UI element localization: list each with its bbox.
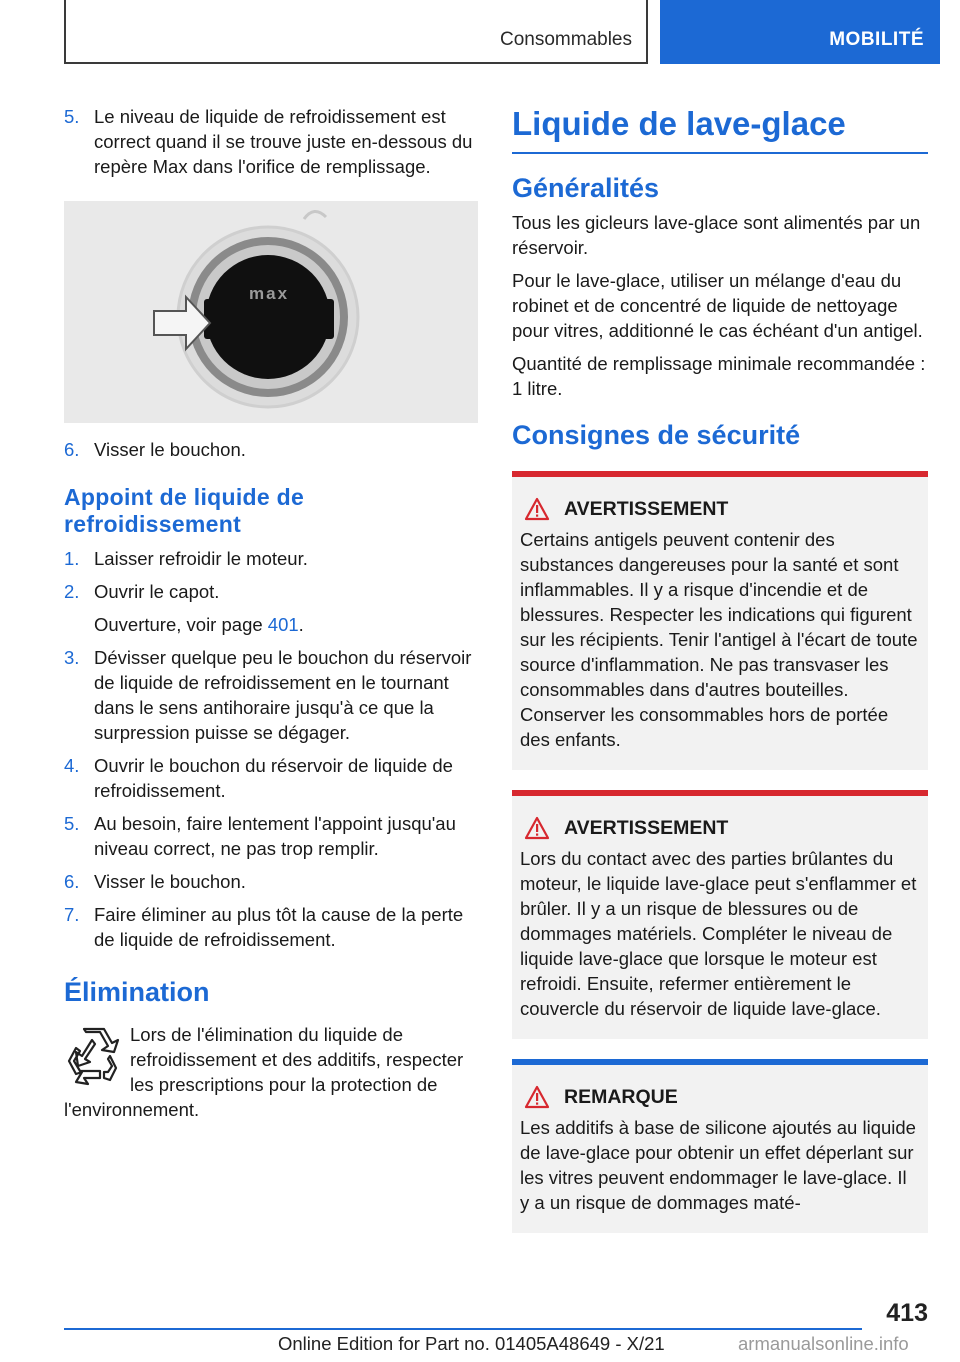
page-number: 413	[886, 1299, 928, 1327]
max-marking: max	[249, 284, 290, 303]
coolant-cap-illustration	[64, 201, 478, 423]
warning-title: AVERTISSEMENT	[564, 817, 729, 839]
step-item	[64, 104, 478, 179]
header-section-tab	[64, 0, 648, 64]
warning-box	[512, 790, 928, 1039]
page-link[interactable]: 401	[267, 614, 299, 635]
warning-text: Certains antigels peuvent contenir des substances dangereuses pour la santé et sont inflammables. Il y a risque d'incendie et de blessures. Respecter les indications qui figurent sur les récipients. Tenir l'antigel à l'écart de toute source d'inflammation. Ne pas transvaser les consommables dans d'autres bouteilles. Conserver les consommables hors de portée des enfants.	[520, 529, 918, 750]
opening-reference	[64, 612, 478, 637]
warning-triangle-icon	[524, 497, 550, 521]
elimination-text: Lors de l'élimination du liquide de refroidissement et des additifs, respecter les prescriptions pour la protection de l'environnement.	[64, 1024, 464, 1120]
watermark: armanualsonline.info	[738, 1333, 909, 1354]
appoint-heading: Appoint de liquide de refroidissement	[64, 484, 305, 537]
section-title: Liquide de lave-glace	[512, 104, 928, 154]
step-item	[64, 645, 478, 745]
step-item	[64, 869, 478, 894]
recycle-icon	[64, 1026, 122, 1088]
generalites-heading: Généralités	[512, 173, 660, 203]
note-text: Les additifs à base de silicone ajoutés au liquide de lave-glace pour obtenir un effet déperlant sur les vitres peuvent endommager le lave-glace. Il y a un risque de dommages maté-	[520, 1117, 916, 1213]
step-text: Visser le bouchon.	[94, 439, 246, 460]
step-item	[64, 902, 478, 952]
step-text: Ouvrir le capot.	[94, 581, 220, 602]
opening-prefix: Ouverture, voir page	[94, 614, 268, 635]
step-text: Laisser refroidir le moteur.	[94, 548, 308, 569]
warning-triangle-icon	[524, 816, 550, 840]
step-text: Ouvrir le bouchon du réservoir de liquide de refroidissement.	[94, 755, 453, 801]
step-number: 4.	[64, 755, 80, 776]
header-chapter-label: MOBILITÉ	[829, 29, 924, 50]
step-number: 5.	[64, 106, 80, 127]
step-number: 7.	[64, 904, 80, 925]
step-number: 1.	[64, 548, 80, 569]
step-text: Visser le bouchon.	[94, 871, 246, 892]
header-section-label: Consommables	[500, 29, 632, 50]
footer-divider	[64, 1328, 862, 1330]
paragraph: Pour le lave-glace, utiliser un mélange d'eau du robinet et de concentré de liquide de nettoyage pour vitres, additionné le cas échéant d'un antigel.	[512, 270, 923, 341]
warning-triangle-icon	[524, 1085, 550, 1109]
warning-text: Lors du contact avec des parties brûlantes du moteur, le liquide lave-glace peut s'enflammer et brûler. Il y a un risque de blessures ou de dommages matériels. Compléter le niveau de liquide lave-glace que lorsque le moteur est refroidi. Ensuite, refermer entièrement le couvercle du réservoir de liquide lave-glace.	[520, 848, 917, 1019]
coolant-cap-figure	[64, 201, 478, 423]
note-box	[512, 1059, 928, 1233]
left-column	[64, 104, 478, 1122]
step-text: Faire éliminer au plus tôt la cause de la perte de liquide de refroidissement.	[94, 904, 464, 950]
step-text: Dévisser quelque peu le bouchon du réservoir de liquide de refroidissement en le tournant dans le sens antihoraire jusqu'à ce que la surpression puisse se dégager.	[94, 647, 472, 743]
step-item	[64, 579, 478, 604]
step-item	[64, 753, 478, 803]
step-text: Le niveau de liquide de refroidissement est correct quand il se trouve juste en-dessous du repère Max dans l'orifice de remplissage.	[94, 106, 473, 177]
warning-title: AVERTISSEMENT	[564, 498, 729, 520]
step-number: 5.	[64, 813, 80, 834]
elimination-block	[64, 1022, 478, 1122]
step-number: 6.	[64, 439, 80, 460]
step-number: 2.	[64, 581, 80, 602]
right-column	[512, 104, 928, 1253]
step-text: Au besoin, faire lentement l'appoint jusqu'au niveau correct, ne pas trop remplir.	[94, 813, 456, 859]
elimination-heading: Élimination	[64, 977, 210, 1007]
step-item	[64, 811, 478, 861]
paragraph: Quantité de remplissage minimale recommandée : 1 litre.	[512, 353, 926, 399]
step-item	[64, 437, 478, 462]
warning-box	[512, 471, 928, 770]
step-number: 3.	[64, 647, 80, 668]
note-title: REMARQUE	[564, 1086, 678, 1108]
step-item	[64, 546, 478, 571]
opening-suffix: .	[298, 614, 304, 635]
paragraph: Tous les gicleurs lave-glace sont alimentés par un réservoir.	[512, 212, 921, 258]
consignes-heading: Consignes de sécurité	[512, 420, 801, 450]
header-chapter-tab	[660, 0, 940, 64]
step-number: 6.	[64, 871, 80, 892]
footer-edition: Online Edition for Part no. 01405A48649 - X/21	[278, 1333, 665, 1354]
